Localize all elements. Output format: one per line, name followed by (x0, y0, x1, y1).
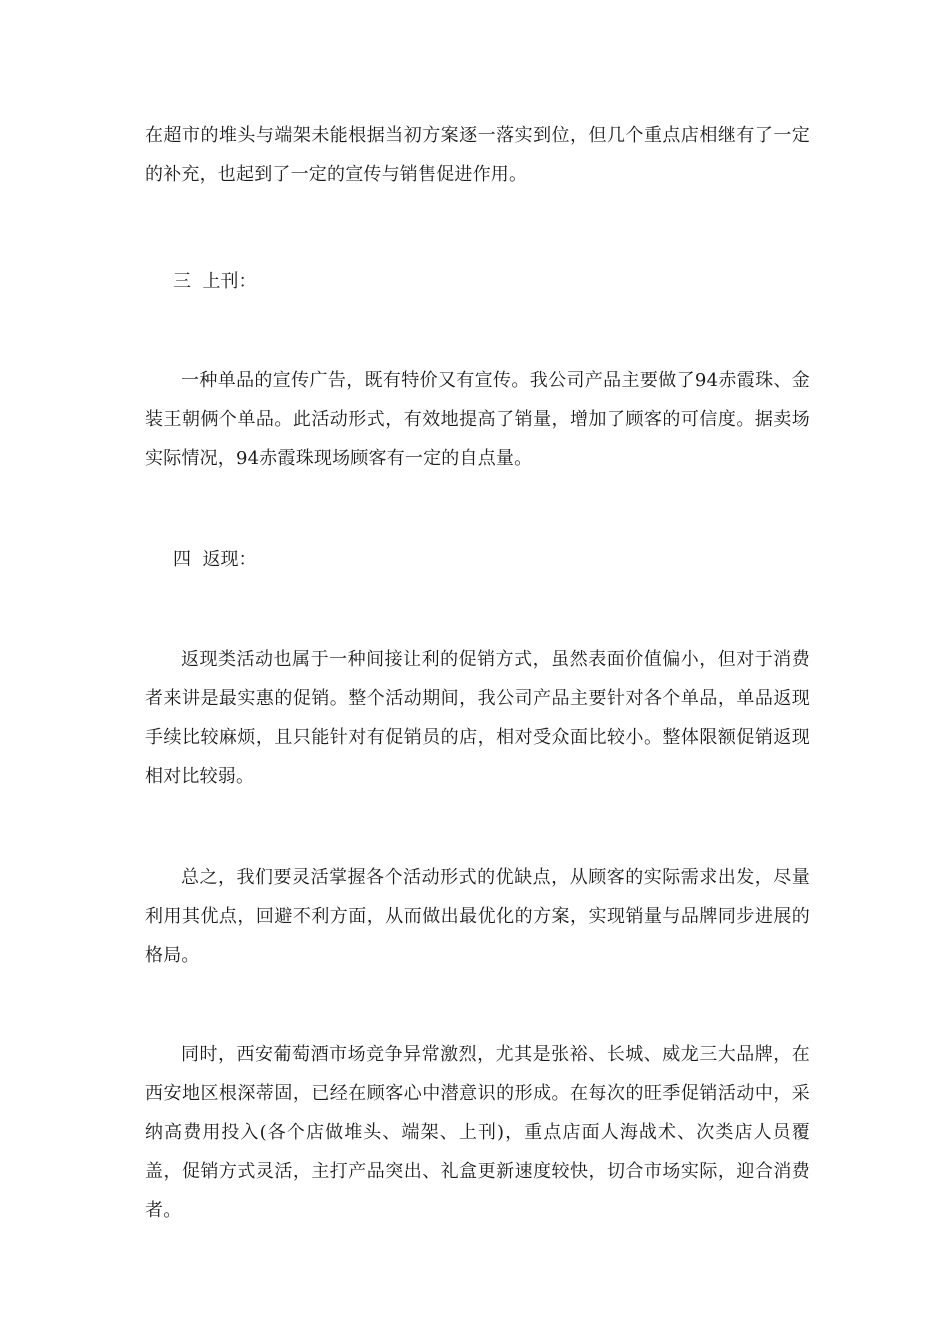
paragraph-competition: 同时，西安葡萄酒市场竞争异常激烈，尤其是张裕、长城、威龙三大品牌，在西安地区根深蒂固，已经在顾客心中潜意识的形成。在每次的旺季促销活动中，采纳高费用投入(各个店做堆头、端架、上刊)，重点店面人海战术、次类店人员覆盖，促销方式灵活，主打产品突出、礼盒更新速度较快，切合市场实际，迎合消费者。 (145, 1044, 810, 1221)
section-heading-fanxian: 四 返现： (173, 549, 257, 570)
section-heading-shangkan: 三 上刊： (173, 271, 257, 292)
paragraph-summary: 总之，我们要灵活掌握各个活动形式的优缺点，从顾客的实际需求出发，尽量利用其优点，回避不利方面，从而做出最优化的方案，实现销量与品牌同步进展的格局。 (145, 867, 810, 966)
paragraph-continuation: 在超市的堆头与端架未能根据当初方案逐一落实到位，但几个重点店相继有了一定的补充，也起到了一定的宣传与销售促进作用。 (145, 125, 810, 185)
paragraph-fanxian: 返现类活动也属于一种间接让利的促销方式，虽然表面价值偏小，但对于消费者来讲是最实惠的促销。整个活动期间，我公司产品主要针对各个单品，单品返现手续比较麻烦，且只能针对有促销员的店，相对受众面比较小。整体限额促销返现相对比较弱。 (145, 649, 810, 787)
paragraph-shangkan: 一种单品的宣传广告，既有特价又有宣传。我公司产品主要做了94赤霞珠、金装王朝俩个单品。此活动形式，有效地提高了销量，增加了顾客的可信度。据卖场实际情况，94赤霞珠现场顾客有一定的自点量。 (145, 370, 810, 469)
